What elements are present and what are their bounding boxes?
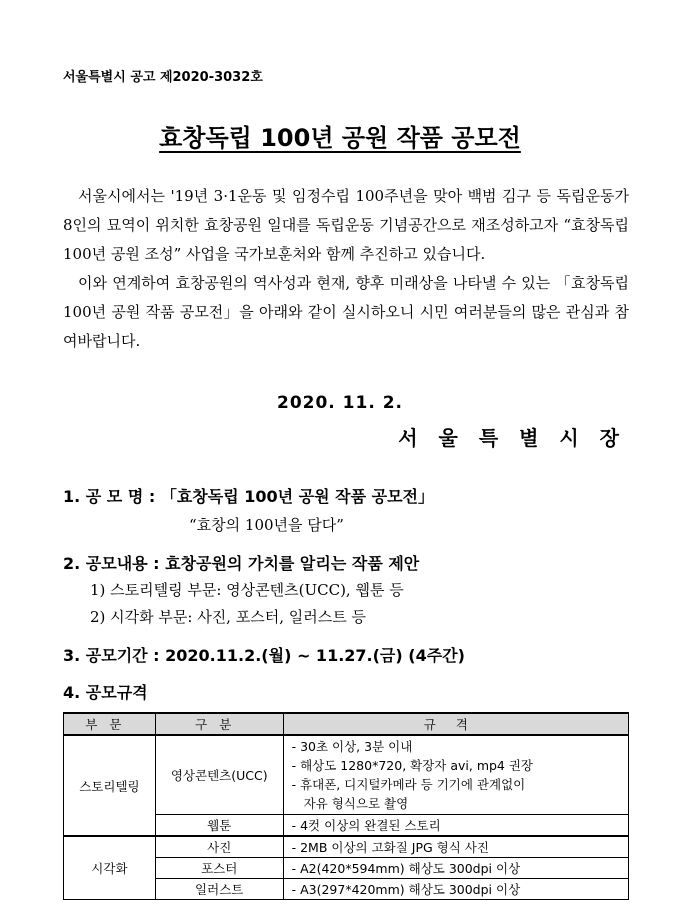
header-type: 구분	[155, 713, 283, 735]
intro-paragraph-1: 서울시에서는 '19년 3·1운동 및 임정수립 100주년을 맞아 백범 김구 등 독립운동가 8인의 묘역이 위치한 효창공원 일대를 독립운동 기념공간으로 재조성하고자 “효창독립 100년 공원 조성” 사업을 국가보훈처와 함께 추진하고 있습니다.	[63, 187, 629, 263]
spec-ucc	[283, 735, 628, 815]
spec-webtoon: - 4컷 이상의 완결된 스토리	[283, 815, 628, 837]
type-ucc: 영상콘텐츠(UCC)	[155, 735, 283, 815]
issuer: 서 울 특 별 시 장	[398, 426, 626, 450]
spec-ucc-line-3: - 휴대폰, 디지털카메라 등 기기에 관계없이	[291, 777, 526, 792]
section-2: 2. 공모내용 : 효창공원의 가치를 알리는 작품 제안	[63, 554, 420, 573]
type-photo: 사진	[155, 836, 283, 858]
spec-ucc-line-2: - 해상도 1280*720, 확장자 avi, mp4 권장	[291, 758, 534, 773]
section-1-subtitle: “효창의 100년을 담다”	[189, 516, 344, 534]
notice-number: 서울특별시 공고 제2020-3032호	[63, 70, 263, 85]
category-visual: 시각화	[64, 836, 156, 900]
page-title-text: 효창독립 100년 공원 작품 공모전	[159, 124, 521, 152]
section-4: 4. 공모규격	[63, 683, 148, 702]
section-2-item-1: 1) 스토리텔링 부문: 영상콘텐츠(UCC), 웹툰 등	[90, 581, 404, 599]
type-webtoon: 웹툰	[155, 815, 283, 837]
intro-text	[63, 182, 629, 356]
spec-ucc-line-1: - 30초 이상, 3분 이내	[291, 739, 413, 754]
section-1	[63, 484, 434, 507]
spec-illustration: - A3(297*420mm) 해상도 300dpi 이상	[283, 879, 628, 900]
section-3: 3. 공모기간 : 2020.11.2.(월) ~ 11.27.(금) (4주간)	[63, 646, 465, 665]
header-spec: 규격	[283, 713, 628, 735]
type-illustration: 일러스트	[155, 879, 283, 900]
intro-paragraph-2: 이와 연계하여 효창공원의 역사성과 현재, 향후 미래상을 나타낼 수 있는 「효창독립 100년 공원 작품 공모전」을 아래와 같이 실시하오니 시민 여러분들의 많은 관심과 참여바랍니다.	[63, 274, 629, 350]
section-1-value: 「효창독립 100년 공원 작품 공모전」	[160, 487, 434, 506]
spec-poster: - A2(420*594mm) 해상도 300dpi 이상	[283, 858, 628, 879]
spec-table	[63, 712, 629, 900]
category-storytelling: 스토리텔링	[64, 735, 156, 836]
spec-photo: - 2MB 이상의 고화질 JPG 형식 사진	[283, 836, 628, 858]
page-title	[0, 118, 680, 153]
type-poster: 포스터	[155, 858, 283, 879]
section-2-item-2: 2) 시각화 부문: 사진, 포스터, 일러스트 등	[90, 608, 366, 626]
header-category: 부문	[64, 713, 156, 735]
section-1-label: 1. 공 모 명 :	[63, 487, 156, 506]
notice-date: 2020. 11. 2.	[276, 393, 403, 413]
spec-ucc-line-4: 자유 형식으로 촬영	[303, 796, 409, 811]
